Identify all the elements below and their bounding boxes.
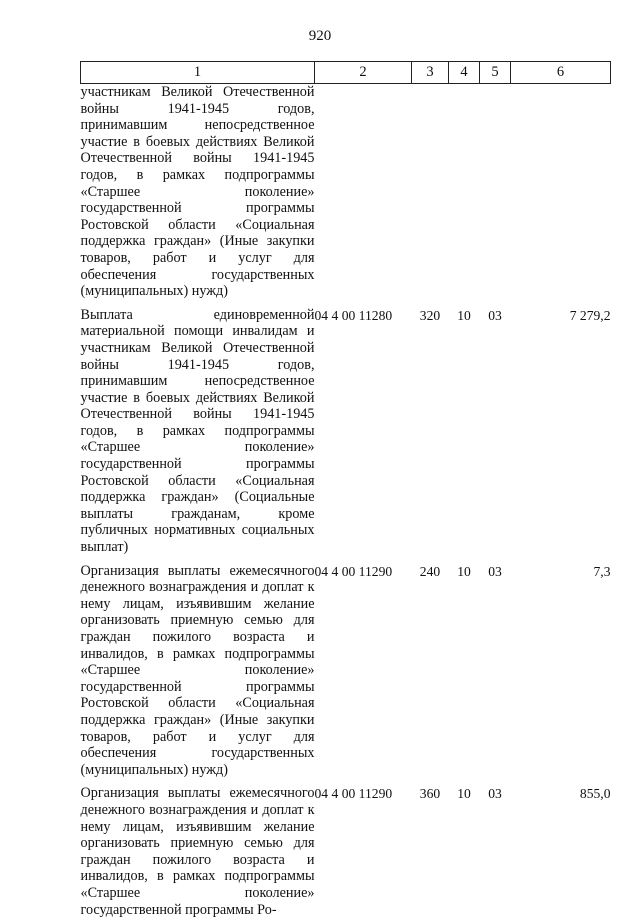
table-row [81,556,611,779]
row-code: 04 4 00 11290 [315,556,412,779]
budget-table [80,61,611,918]
row-description: Организация выплаты ежемесячного денежного вознаграждения и доплат к нему лицам, изъявившим желание организовать приемную семью для граждан пожилого возраста и инвалидов, в рамках подпрограммы «Старшее поколение» государственной программы Ростовской области «Социальная поддержка граждан» (Иные закупки товаров, работ и услуг для обеспечения государственных (муниципальных) нужд) [81,563,315,779]
row-amount [511,84,611,300]
row-code: 04 4 00 11290 [315,778,412,918]
table-row [81,778,611,918]
row-col4: 10 [449,300,480,556]
row-col5: 03 [480,300,511,556]
row-col5: 03 [480,556,511,779]
row-col5 [480,84,511,300]
table-row [81,84,611,300]
table-body [81,84,611,918]
row-col5: 03 [480,778,511,918]
row-code: 04 4 00 11280 [315,300,412,556]
header-col-3: 3 [412,62,449,84]
header-row [81,62,611,84]
header-col-1: 1 [81,62,315,84]
row-description-cell [81,556,315,779]
row-amount: 855,0 [511,778,611,918]
row-col4 [449,84,480,300]
row-col4: 10 [449,778,480,918]
table-header [81,62,611,84]
row-description-cell [81,84,315,300]
header-col-6: 6 [511,62,611,84]
header-col-4: 4 [449,62,480,84]
row-description-cell [81,778,315,918]
row-col3: 240 [412,556,449,779]
page-number: 920 [0,28,640,45]
row-col3: 320 [412,300,449,556]
row-code [315,84,412,300]
row-description: участникам Великой Отечественной войны 1941-1945 годов, принимавшим непосредственное участие в боевых действиях Великой Отечественной войны 1941-1945 годов, в рамках подпрограммы «Старшее поколение» государственной программы Ростовской области «Социальная поддержка граждан» (Иные закупки товаров, работ и услуг для обеспечения государственных (муниципальных) нужд) [81,84,315,300]
row-description-cell [81,300,315,556]
row-col3: 360 [412,778,449,918]
row-amount: 7 279,2 [511,300,611,556]
row-description: Выплата единовременной материальной помощи инвалидам и участникам Великой Отечественной войны 1941-1945 годов, принимавшим непосредственное участие в боевых действиях Великой Отечественной войны 1941-1945 годов, в рамках подпрограммы «Старшее поколение» государственной программы Ростовской области «Социальная поддержка граждан» (Социальные выплаты гражданам, кроме публичных нормативных социальных выплат) [81,307,315,556]
row-amount: 7,3 [511,556,611,779]
table-row [81,300,611,556]
row-description: Организация выплаты ежемесячного денежного вознаграждения и доплат к нему лицам, изъявившим желание организовать приемную семью для граждан пожилого возраста и инвалидов, в рамках подпрограммы «Старшее поколение» государственной программы Ро- [81,785,315,918]
row-col4: 10 [449,556,480,779]
row-col3 [412,84,449,300]
header-col-2: 2 [315,62,412,84]
header-col-5: 5 [480,62,511,84]
